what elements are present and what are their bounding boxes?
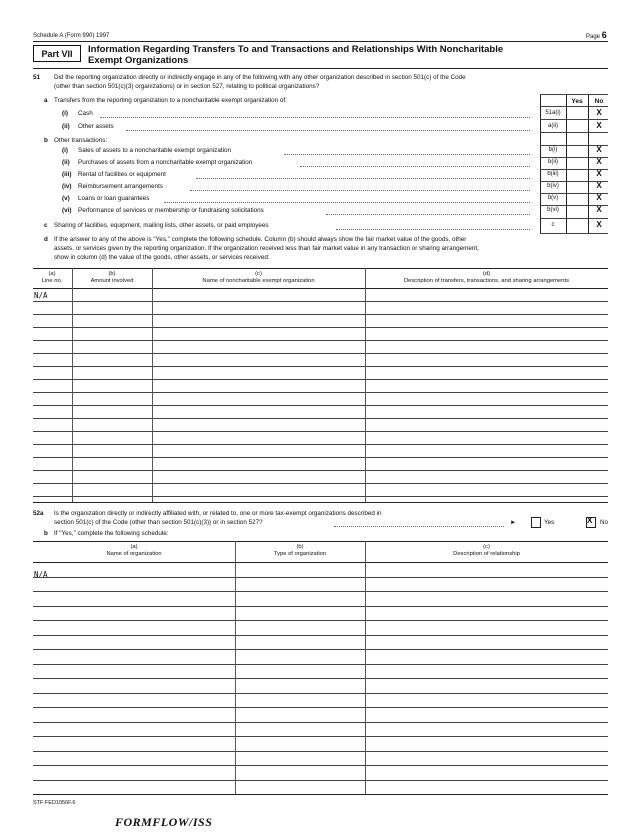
table-row <box>33 577 608 578</box>
q51d-label: d <box>44 236 48 243</box>
q51a-text: Transfers from the reporting organization to a noncharitable exempt organization of: <box>54 97 287 104</box>
q51a-cash-label: Cash <box>78 110 93 117</box>
q51c-no-mark[interactable]: X <box>596 220 602 229</box>
table-row <box>33 649 608 650</box>
table-row <box>33 722 608 723</box>
table-row <box>33 431 608 432</box>
q51b-iv-no-mark[interactable]: X <box>596 181 602 190</box>
q51a-i-no-mark[interactable]: X <box>596 108 602 117</box>
q52a-no-label: No <box>600 519 609 526</box>
q51a-i-ref: 51a(i) <box>545 110 561 116</box>
table-row <box>33 470 608 471</box>
table-row <box>33 301 608 302</box>
table1-col-d: (d) Description of transfers, transactions, and sharing arrangements <box>404 271 569 284</box>
table-row <box>33 765 608 766</box>
table-row <box>33 405 608 406</box>
table-row <box>33 620 608 621</box>
form-code: STF FED1056F.6 <box>33 800 76 806</box>
q51b-iii-no-mark[interactable]: X <box>596 169 602 178</box>
q51b-label: b <box>44 137 48 144</box>
q52a-yes-checkbox[interactable] <box>531 517 541 528</box>
q51b-v-no-mark[interactable]: X <box>596 193 602 202</box>
table2-col-b: (b) Type of organization <box>273 544 327 557</box>
q51b-text: Other transactions: <box>54 137 108 144</box>
page-number: Page 6 <box>586 30 607 40</box>
q51b-vi-no-mark[interactable]: X <box>596 205 602 214</box>
table2-col-a: (a) Name of organization <box>106 544 162 557</box>
table-row <box>33 591 608 592</box>
q52b-label: b <box>44 530 48 537</box>
table-row <box>33 457 608 458</box>
yes-column-header: Yes <box>571 98 583 105</box>
part-title: Information Regarding Transfers To and Transactions and Relationships With Noncharitable Exempt Organizations <box>88 44 504 66</box>
table-row <box>33 353 608 354</box>
table-row <box>33 496 608 497</box>
q51-text-1: Did the reporting organization directly or indirectly engage in any of the following with any other organization described in section 501(c) of the Code <box>54 74 466 81</box>
q51d-text-2: assets, or services given by the reporting organization. If the organization received less than fair market value in any transaction or sharing arrangement, <box>54 245 479 252</box>
arrow-icon: ► <box>510 519 517 526</box>
table1-col-a: (a) Line no. <box>41 271 63 284</box>
table-row <box>33 751 608 752</box>
table-row <box>33 483 608 484</box>
table-row <box>33 707 608 708</box>
table-row <box>33 444 608 445</box>
no-column-header: No <box>594 98 604 105</box>
q51d-text-1: If the answer to any of the above is "Yes," complete the following schedule. Column (b) should always show the fair market value of the goods, other <box>54 236 467 243</box>
q51b-ii-no-mark[interactable]: X <box>596 157 602 166</box>
table1-col-c: (c) Name of noncharitable exempt organization <box>202 271 315 284</box>
q52a-text-1: Is the organization directly or indirectly affiliated with, or related to, one or more tax-exempt organizations described in <box>54 510 382 517</box>
table-row <box>33 606 608 607</box>
q51c-ref: c <box>551 222 555 228</box>
table-row <box>33 418 608 419</box>
q51-number: 51 <box>33 74 41 81</box>
vendor-logo: FORMFLOW/ISS <box>115 815 213 829</box>
q51a-other-assets-label: Other assets <box>78 123 114 130</box>
part-label: Part VII <box>33 45 81 62</box>
table1-col-b: (b) Amount involved <box>90 271 134 284</box>
table-row <box>33 366 608 367</box>
q51c-label: c <box>44 222 48 229</box>
q52a-number: 52a <box>33 510 44 517</box>
q51a-ii-no-mark[interactable]: X <box>596 121 602 130</box>
table-row <box>33 736 608 737</box>
q51b-i-no-mark[interactable]: X <box>596 145 602 154</box>
table-row <box>33 693 608 694</box>
q51-text-2: (other than section 501(c)(3) organizations) or in section 527, relating to political organizations? <box>54 83 320 90</box>
table-row <box>33 340 608 341</box>
table-row <box>33 678 608 679</box>
table-row <box>33 635 608 636</box>
table-row <box>33 664 608 665</box>
table-row <box>33 392 608 393</box>
q51c-text: Sharing of facilities, equipment, mailing lists, other assets, or paid employees <box>54 222 269 229</box>
table-row <box>33 379 608 380</box>
table-row <box>33 780 608 781</box>
q52b-text: If "Yes," complete the following schedule: <box>54 530 169 537</box>
table-row <box>33 327 608 328</box>
q52a-yes-label: Yes <box>544 519 555 526</box>
q51a-ii-ref: a(ii) <box>548 123 558 129</box>
table2-col-c: (c) Description of relationship <box>453 544 520 557</box>
table1-first-value: N/A <box>34 291 48 300</box>
schedule-header: Schedule A (Form 990) 1997 <box>33 33 110 39</box>
q52a-no-mark: X <box>587 516 593 525</box>
q51d-text-3: show in column (d) the value of the goods, other assets, or services received: <box>54 254 270 261</box>
q51a-label: a <box>44 97 48 104</box>
q52a-text-2: section 501(c) of the Code (other than section 501(c)(3)) or in section 527? <box>54 519 263 526</box>
table2-first-value: N/A <box>34 570 48 579</box>
table-row <box>33 314 608 315</box>
